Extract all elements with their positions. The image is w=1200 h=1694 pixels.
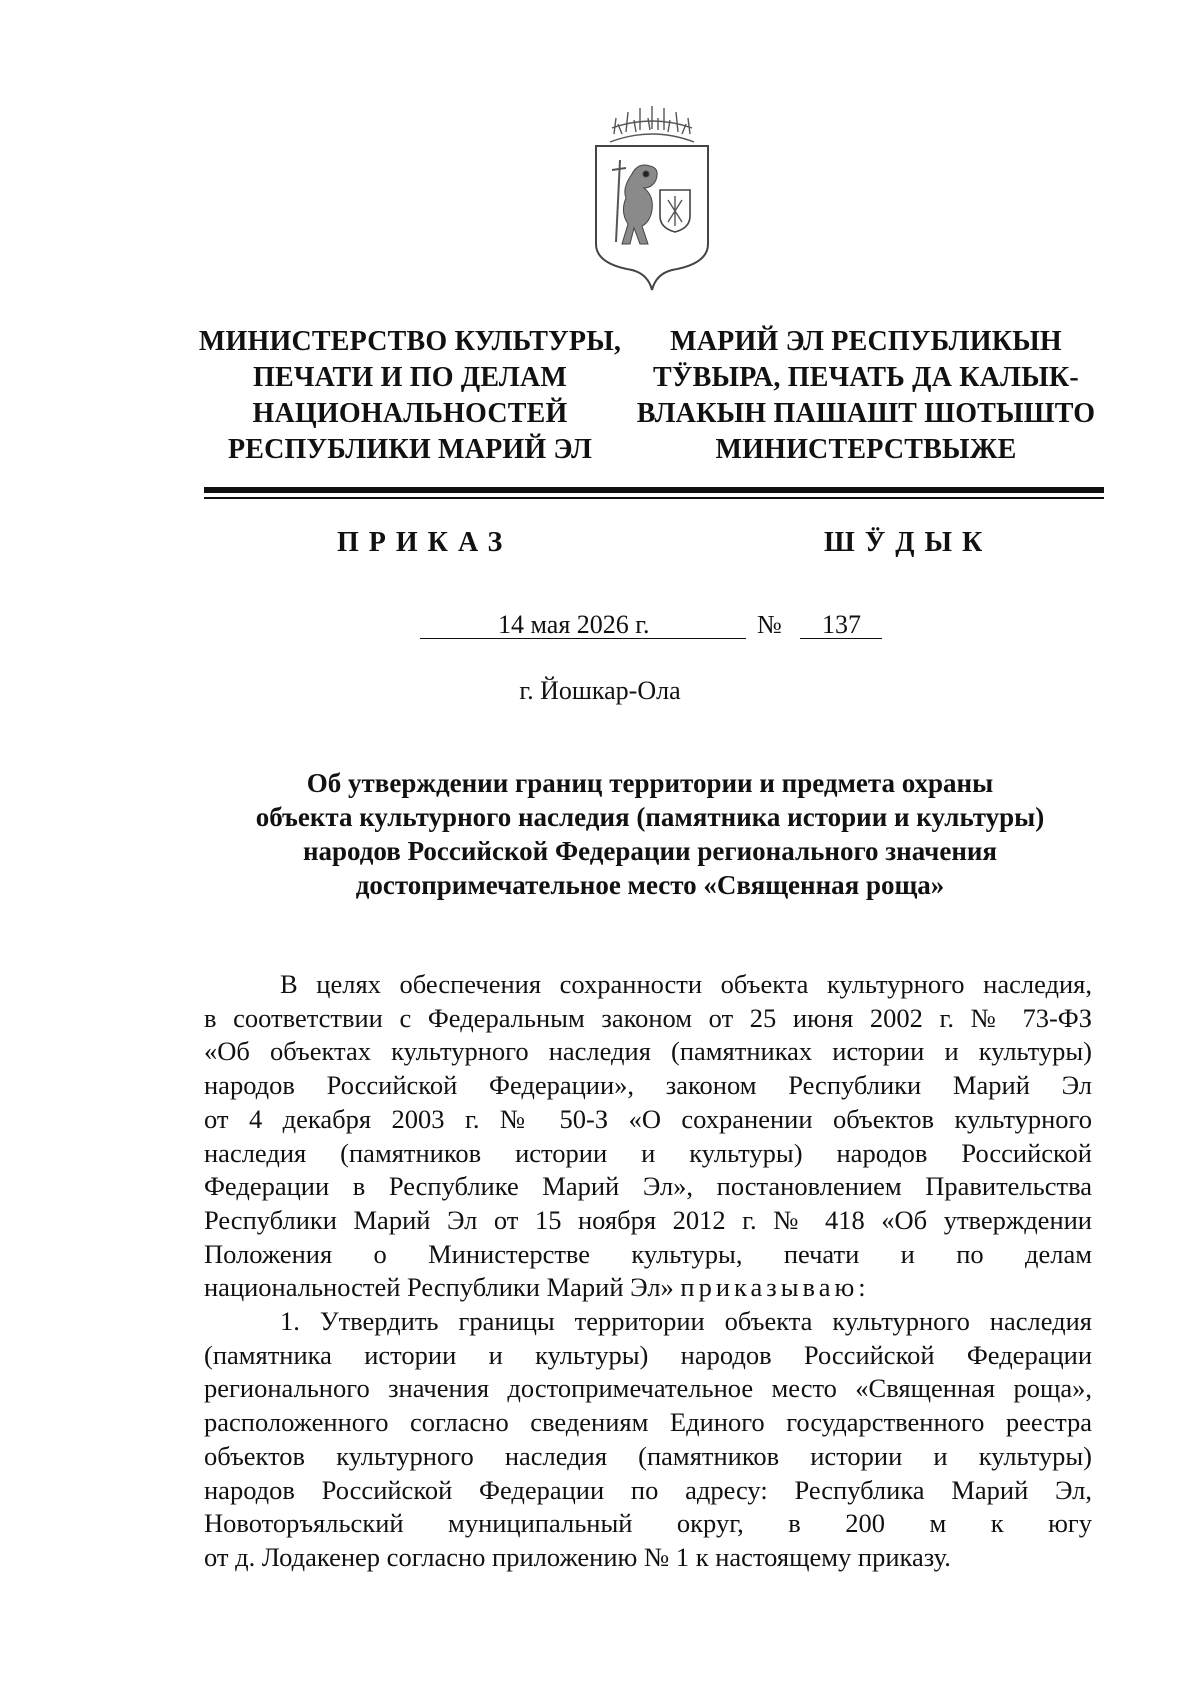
body-line: расположенного согласно сведениям Единого государственного реестра [204, 1407, 1092, 1438]
ministry-name-line: МАРИЙ ЭЛ РЕСПУБЛИКЫН [670, 326, 1062, 357]
body-line: от 4 декабря 2003 г. № 50-З «О сохранении объектов культурного [204, 1103, 1092, 1134]
ministry-name-line: РЕСПУБЛИКИ МАРИЙ ЭЛ [227, 434, 593, 465]
ministry-name-line: НАЦИОНАЛЬНОСТЕЙ [252, 398, 568, 429]
title-line: достопримечательное место «Священная роща» [355, 870, 945, 900]
body-line: В целях обеспечения сохранности объекта культурного наследия, [280, 969, 1092, 999]
title-line: Об утверждении границ территории и предмета охраны [306, 768, 994, 798]
body-line-last: от д. Лодакенер согласно приложению № 1 к настоящему приказу. [204, 1541, 951, 1572]
title-line: народов Российской Федерации регионального значения [302, 836, 998, 866]
body-line: 1. Утвердить границы территории объекта культурного наследия [280, 1306, 1092, 1337]
order-title [200, 766, 1100, 902]
title-line: объекта культурного наследия (памятника истории и культуры) [255, 802, 1045, 832]
body-line: объектов культурного наследия (памятников истории и культуры) [204, 1440, 1092, 1471]
body-line: народов Российской Федерации», законом Республики Марий Эл [204, 1070, 1092, 1101]
body-line-last [204, 1271, 1092, 1305]
header-divider-thick [204, 487, 1104, 493]
order-number: 137 [822, 610, 861, 639]
body-line: Новоторъяльский муниципальный округ, в 200 м к югу [204, 1508, 1092, 1539]
body-line: (памятника истории и культуры) народов Российской Федерации [204, 1339, 1092, 1370]
ministry-name-mari [636, 324, 1096, 468]
body-line: народов Российской Федерации по адресу: Республика Марий Эл, [204, 1474, 1092, 1505]
order-word-russian: ПРИКАЗ [337, 527, 513, 558]
order-word-mari: ШӰДЫК [824, 527, 993, 558]
order-date: 14 мая 2026 г. [498, 610, 650, 639]
ministry-name-line: МИНИСТЕРСТВО КУЛЬТУРЫ, [198, 326, 622, 357]
ministry-name-line: ТӰВЫРА, ПЕЧАТЬ ДА КАЛЫК- [653, 362, 1079, 393]
body-line: Федерации в Республике Марий Эл», постановлением Правительства [204, 1171, 1092, 1202]
order-body [204, 968, 1092, 1575]
body-line: Положения о Министерстве культуры, печати и по делам [204, 1238, 1092, 1269]
body-line: Республики Марий Эл от 15 ноября 2012 г. № 418 «Об утверждении [204, 1204, 1092, 1235]
ministry-name-line: МИНИСТЕРСТВЫЖЕ [715, 434, 1017, 465]
body-line: в соответствии с Федеральным законом от 25 июня 2002 г. № 73-ФЗ [204, 1002, 1092, 1033]
header-divider-thin [204, 497, 1104, 499]
order-city: г. Йошкар-Ола [519, 676, 681, 705]
number-sign: № [757, 610, 782, 639]
body-line: регионального значения достопримечательное место «Священная роща», [204, 1373, 1092, 1404]
ministry-name-line: ПЕЧАТИ И ПО ДЕЛАМ [252, 362, 568, 393]
body-line: «Об объектах культурного наследия (памятниках истории и культуры) [204, 1036, 1092, 1067]
ministry-name-russian [190, 324, 630, 468]
decree-word: приказываю: [680, 1272, 870, 1303]
ministry-name-line: ВЛАКЫН ПАШАШТ ШОТЫШТО [636, 398, 1096, 429]
body-line: наследия (памятников истории и культуры) народов Российской [204, 1137, 1092, 1168]
body-line-text: национальностей Республики Марий Эл» [204, 1272, 674, 1303]
coat-of-arms-emblem [582, 104, 722, 294]
